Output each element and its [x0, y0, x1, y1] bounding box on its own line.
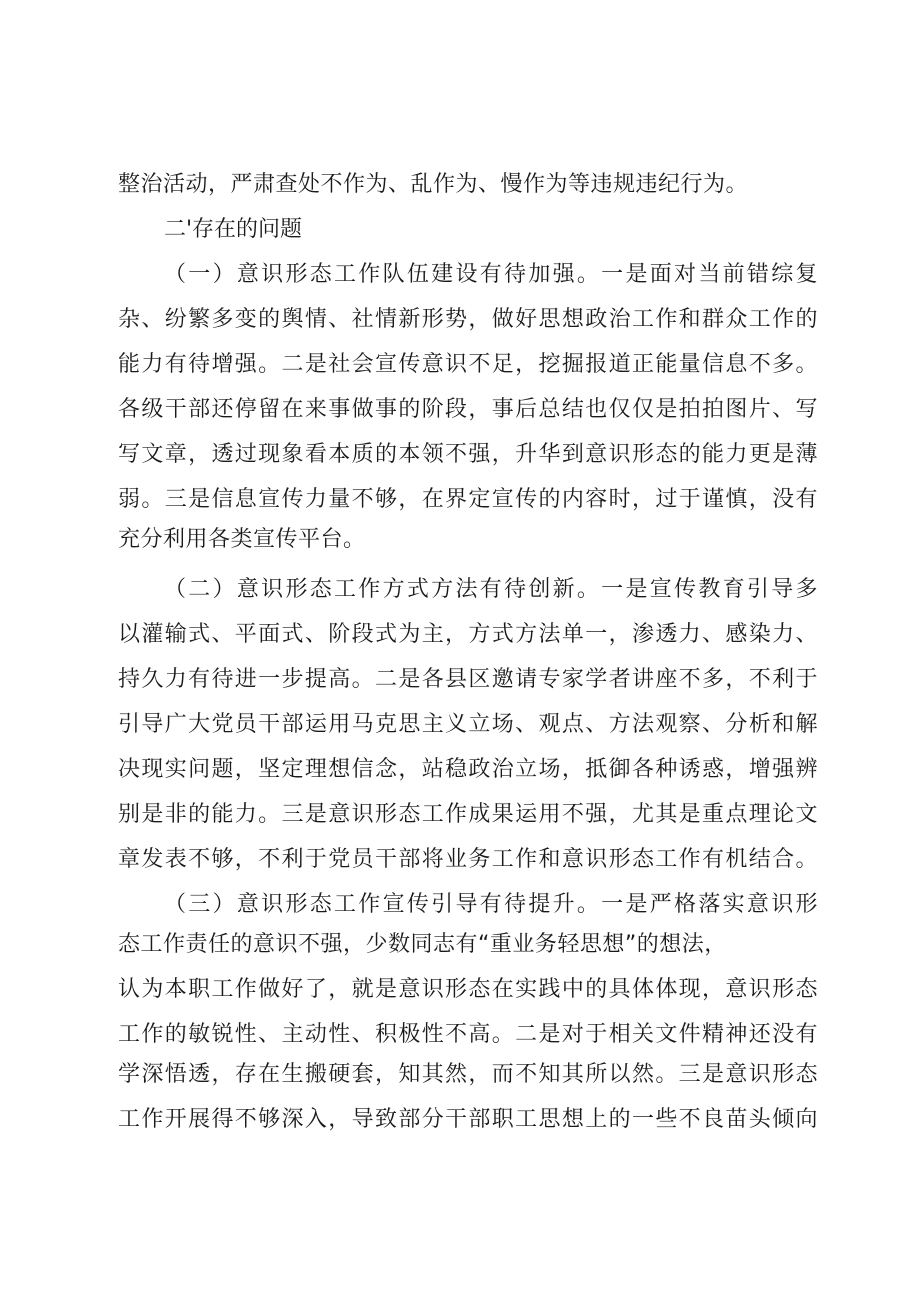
paragraph-line: 学深悟透，存在生搬硬套，知其然，而不知其所以然。三是意识形态: [118, 1062, 818, 1087]
paragraph-line: 持久力有待进一步提高。二是各县区邀请专家学者讲座不多，不利于: [118, 667, 818, 692]
paragraph-line: 充分利用各类宣传平台。: [118, 527, 366, 552]
paragraph-line: （三）意识形态工作宣传引导有待提升。一是严格落实意识形: [164, 892, 818, 917]
paragraph-line: 写文章，透过现象看本质的本领不强，升华到意识形态的能力更是薄: [118, 442, 818, 467]
paragraph-line: 弱。三是信息宣传力量不够，在界定宣传的内容时，过于谨慎，没有: [118, 487, 818, 512]
paragraph-line: 整治活动，严肃查处不作为、乱作为、慢作为等违规违纪行为。: [118, 172, 749, 197]
paragraph-line: 杂、纷繁多变的舆情、社情新形势，做好思想政治工作和群众工作的: [118, 307, 818, 332]
paragraph-line: 章发表不够，不利于党员干部将业务工作和意识形态工作有机结合。: [118, 847, 818, 872]
paragraph-line: 别是非的能力。三是意识形态工作成果运用不强，尤其是重点理论文: [118, 802, 818, 827]
paragraph-line: 以灌输式、平面式、阶段式为主，方式方法单一，渗透力、感染力、: [118, 622, 818, 647]
paragraph-line: （一）意识形态工作队伍建设有待加强。一是面对当前错综复: [164, 262, 818, 287]
paragraph-line: 引导广大党员干部运用马克思主义立场、观点、方法观察、分析和解: [118, 712, 818, 737]
paragraph-line: 决现实问题，坚定理想信念，站稳政治立场，抵御各种诱惑，增强辨: [118, 757, 818, 782]
paragraph-line: 态工作责任的意识不强，少数同志有“重业务轻思想”的想法，: [118, 932, 727, 957]
paragraph-line: 工作的敏锐性、主动性、积极性不高。二是对于相关文件精神还没有: [118, 1022, 818, 1047]
paragraph-line: 认为本职工作做好了，就是意识形态在实践中的具体体现，意识形态: [118, 977, 818, 1002]
paragraph-line: 各级干部还停留在来事做事的阶段，事后总结也仅仅是拍拍图片、写: [118, 397, 818, 422]
section-heading: 二'存在的问题: [164, 217, 303, 242]
paragraph-line: 能力有待增强。二是社会宣传意识不足，挖掘报道正能量信息不多。: [118, 352, 818, 377]
paragraph-line: （二）意识形态工作方式方法有待创新。一是宣传教育引导多: [164, 577, 818, 602]
paragraph-line: 工作开展得不够深入，导致部分干部职工思想上的一些不良苗头倾向: [118, 1107, 818, 1132]
